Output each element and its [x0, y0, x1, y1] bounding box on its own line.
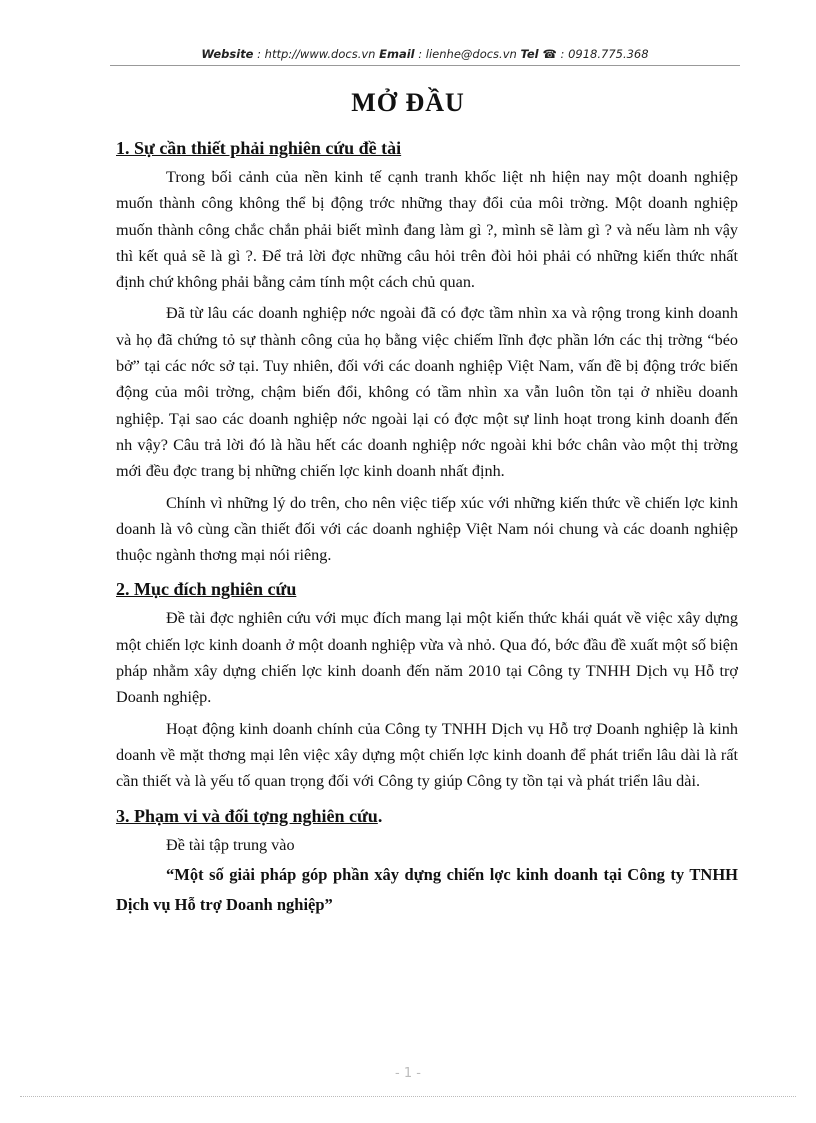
email-label: Email — [379, 47, 415, 61]
section-heading-3: 3. Phạm vi và đối tợng nghiên cứu. — [116, 805, 383, 826]
email-value: : lienhe@docs.vn — [414, 47, 521, 61]
section-heading-1: 1. Sự cần thiết phải nghiên cứu đề tài — [116, 138, 402, 158]
tel-value: : 0918.775.368 — [556, 47, 649, 61]
page-title: MỞ ĐẦU — [351, 88, 465, 117]
document-body — [116, 132, 738, 920]
paragraph: Đã từ lâu các doanh nghiệp nớc ngoài đã có đợc tầm nhìn xa và rộng trong kinh doanh và họ đã chứng tỏ sự thành công của họ bằng việc chiếm lĩnh đợc phần lớn các thị trờng “béo bở” tại các nớc sở tại. Tuy nhiên, đối với các doanh nghiệp Việt Nam, vấn đề bị động trớc biến động của môi trờng, chậm biến đổi, không có tầm nhìn xa vẫn luôn tồn tại ở nhiều doanh nghiệp. Tại sao các doanh nghiệp nớc ngoài lại có đợc một sự linh hoạt trong kinh doanh đến nh vậy? Câu trả lời đó là hầu hết các doanh nghiệp nớc ngoài khi bớc chân vào một thị trờng mới đều đợc trang bị những chiến lợc kinh doanh nhất định. — [116, 304, 738, 481]
header-divider — [110, 65, 740, 66]
tel-label: Tel ☎ — [520, 47, 557, 61]
website-label: Website — [201, 47, 254, 61]
page-number: - 1 - — [395, 1066, 421, 1081]
page-header — [110, 47, 740, 61]
thesis-title-quote: “Một số giải pháp góp phần xây dựng chiến lợc kinh doanh tại Công ty TNHH Dịch vụ Hỗ trợ Doanh nghiệp” — [116, 864, 738, 914]
website-value: : http://www.docs.vn — [253, 47, 380, 61]
paragraph: Trong bối cảnh của nền kinh tế cạnh tranh khốc liệt nh hiện nay một doanh nghiệp muốn thành công không thể bị động trớc những thay đổi của môi trờng. Một doanh nghiệp muốn thành công chắc chắn phải biết mình đang làm gì ?, mình sẽ làm gì ? và nếu làm nh vậy thì kết quả sẽ là gì ?. Để trả lời đợc những câu hỏi trên đòi hỏi phải có những kiến thức nhất định chứ không phải bằng cảm tính một cách chủ quan. — [116, 168, 738, 292]
section-heading-2: 2. Mục đích nghiên cứu — [116, 579, 297, 600]
paragraph: Hoạt động kinh doanh chính của Công ty TNHH Dịch vụ Hỗ trợ Doanh nghiệp là kinh doanh về mặt thơng mại lên việc xây dựng một chiến lợc kinh doanh để phát triển lâu dài là rất cần thiết và là yếu tố quan trọng đối với Công ty giúp Công ty tồn tại và phát triển lâu dài. — [116, 719, 738, 791]
paragraph: Đề tài đợc nghiên cứu với mục đích mang lại một kiến thức khái quát về việc xây dựng một chiến lợc kinh doanh ở một doanh nghiệp vừa và nhỏ. Qua đó, bớc đầu đề xuất một số biện pháp nhằm xây dựng chiến lợc kinh doanh đến năm 2010 tại Công ty TNHH Dịch vụ Hỗ trợ Doanh nghiệp. — [116, 609, 738, 707]
paragraph: Chính vì những lý do trên, cho nên việc tiếp xúc với những kiến thức về chiến lợc kinh doanh là vô cùng cần thiết đối với các doanh nghiệp Việt Nam nói chung và các doanh nghiệp thuộc ngành thơng mại nói riêng. — [116, 493, 738, 565]
paragraph: Đề tài tập trung vào — [166, 835, 295, 854]
footer-divider — [20, 1096, 796, 1097]
